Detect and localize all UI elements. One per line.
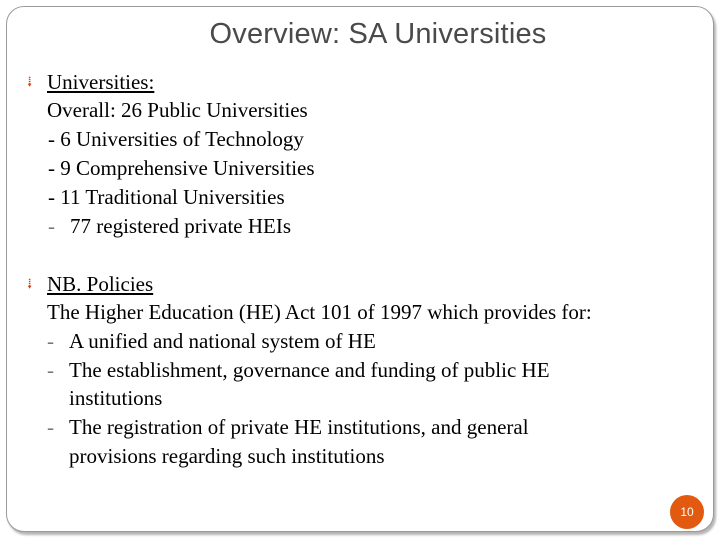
list-item-text: 77 registered private HEIs [70,214,292,238]
list-item-text: The establishment, governance and funding of public HE [69,358,550,382]
dash-marker: - [47,329,54,353]
cross-reference-bullet-icon: ⭭ [27,277,33,293]
list-item [48,212,291,240]
intro-line: The Higher Education (HE) Act 101 of 1997 which provides for: [47,300,592,324]
overall-line: Overall: 26 Public Universities [47,98,308,122]
list-item-continuation: provisions regarding such institutions [69,444,385,468]
section-heading-text: Universities: [47,70,155,94]
page-number-badge: 10 [670,495,704,529]
section-heading-policies [27,270,153,301]
list-item: - 11 Traditional Universities [48,185,285,209]
section-heading-universities [27,68,154,99]
list-item [47,356,550,384]
dash-marker: - [47,415,54,439]
dash-marker: - [48,214,55,238]
cross-reference-bullet-icon: ⭭ [27,75,33,91]
list-item: - 9 Comprehensive Universities [48,156,315,180]
section-heading-text: NB. Policies [47,272,154,296]
slide-title: Overview: SA Universities [209,18,547,50]
list-item-text: The registration of private HE institutions, and general [69,415,529,439]
list-item [47,413,529,441]
list-item [47,327,376,355]
dash-marker: - [47,358,54,382]
list-item-text: A unified and national system of HE [69,329,376,353]
list-item: - 6 Universities of Technology [48,127,304,151]
list-item-continuation: institutions [69,386,163,410]
